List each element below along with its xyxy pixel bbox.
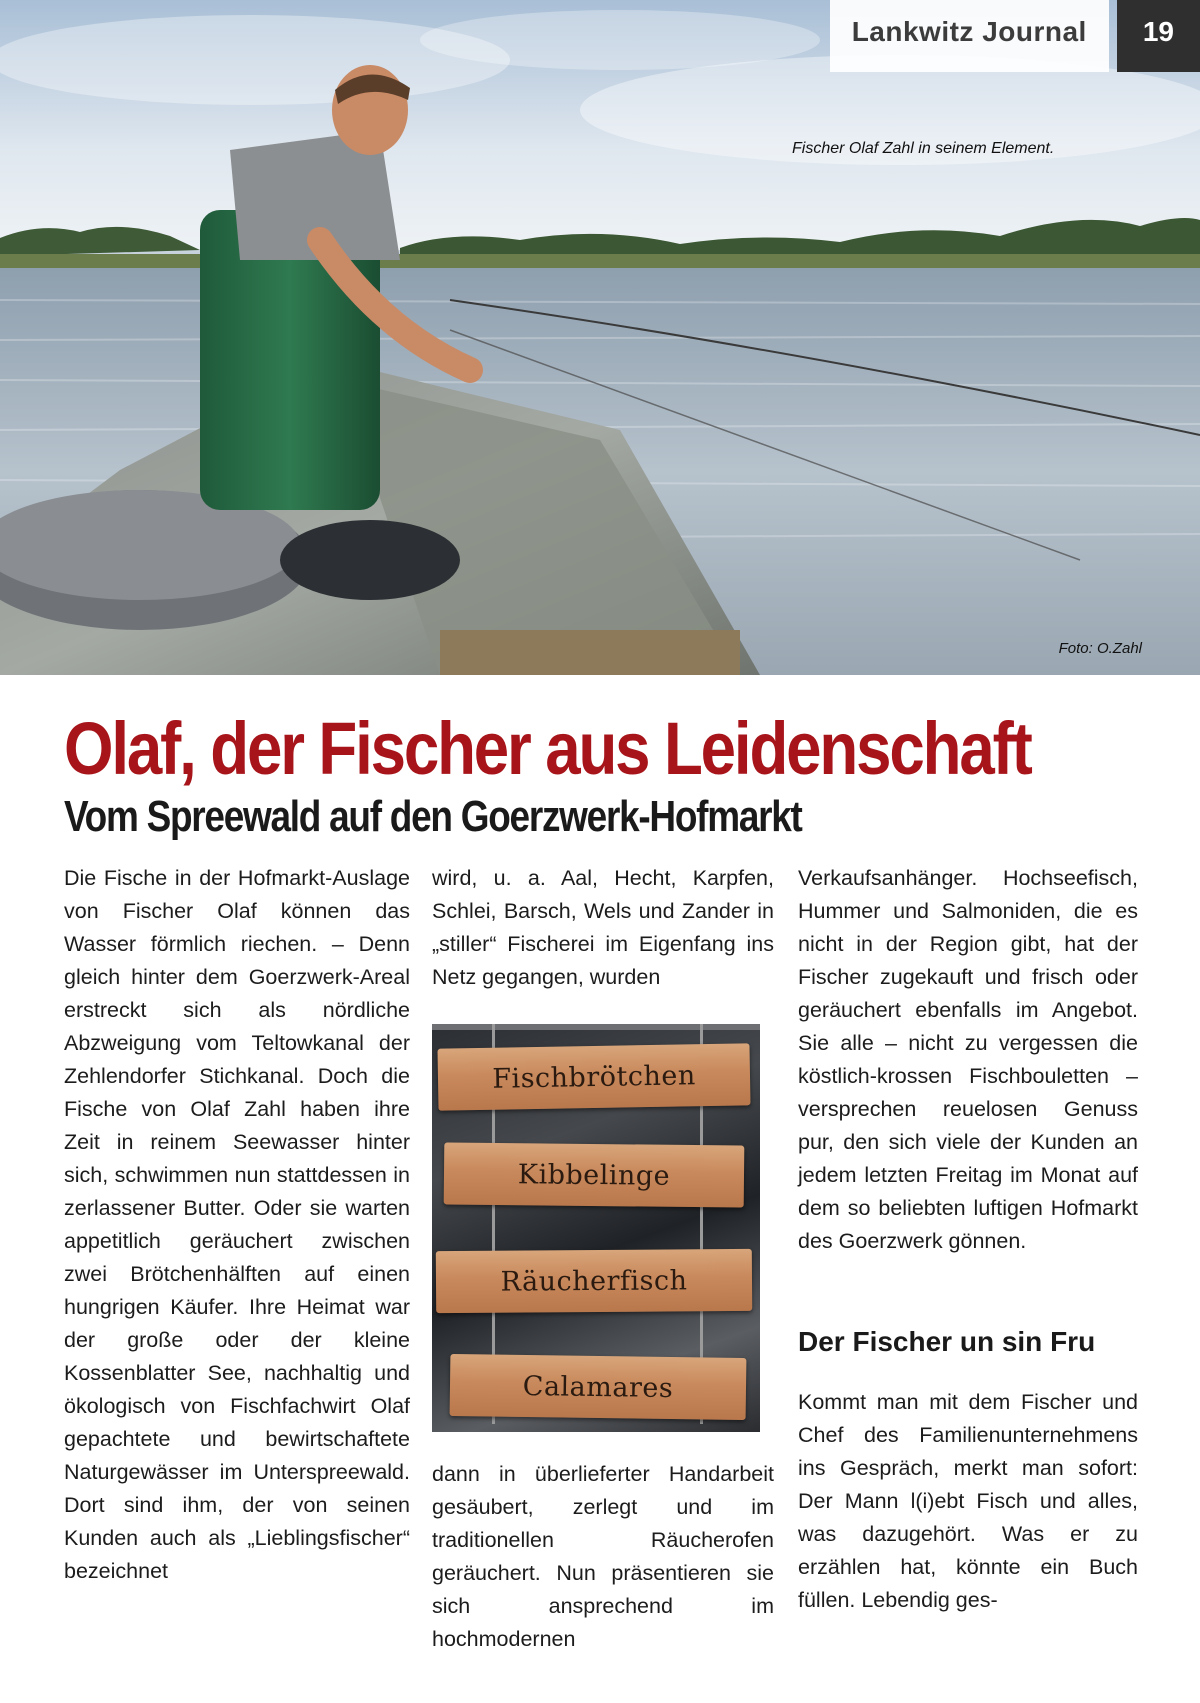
section-heading: Der Fischer un sin Fru bbox=[798, 1326, 1096, 1357]
article-column-3-bottom bbox=[798, 1386, 1138, 1617]
paragraph: wird, u. a. Aal, Hecht, Karpfen, Schlei, Barsch, Wels und Zander in „stiller“ Fischerei im Eigenfang ins Netz gegangen, wurden bbox=[432, 866, 774, 989]
article-subheadline: Vom Spreewald auf den Goerzwerk-Hofmarkt bbox=[64, 792, 802, 841]
article-column-2-top bbox=[432, 862, 774, 994]
article-column-3-top bbox=[798, 862, 1138, 1258]
sign-calamares: Calamares bbox=[450, 1354, 747, 1420]
photo-credit: Foto: O.Zahl bbox=[1058, 640, 1142, 657]
page-header bbox=[830, 0, 1200, 72]
sign-kibbelinge: Kibbelinge bbox=[444, 1142, 745, 1207]
sign-raeucherfisch: Räucherfisch bbox=[436, 1249, 752, 1313]
page-number: 19 bbox=[1117, 0, 1200, 72]
article-column-2-bottom bbox=[432, 1458, 774, 1656]
photo-caption: Fischer Olaf Zahl in seinem Element. bbox=[792, 140, 1055, 157]
signs-photo bbox=[432, 1024, 760, 1432]
article-column-1 bbox=[64, 862, 410, 1588]
paragraph: Die Fische in der Hofmarkt-Auslage von Fischer Olaf können das Wasser förmlich riechen. – Denn gleich hinter dem Goerzwerk-Areal erstreckt sich als nördliche Abzweigung vom Teltowkanal der Zehlendorfer Stichkanal. Doch die Fische von Olaf Zahl haben ihre Zeit in reinem Seewasser hinter sich, schwimmen nun stattdessen in zerlassener Butter. Oder sie warten appetitlich geräuchert zwischen zwei Brötchenhälften auf einen hungrigen Käufer. Ihre Heimat war der große oder der kleine Kossenblatter See, nachhaltig und ökologisch von Fischfachwirt Olaf gepachtete und bewirtschaftete Naturgewässer im Unterspreewald. Dort sind ihm, der von seinen Kunden auch als „Lieblingsfischer“ bezeichnet bbox=[64, 866, 410, 1583]
beam bbox=[432, 1024, 760, 1030]
paragraph: dann in überlieferter Handarbeit gesäubert, zerlegt und im traditionellen Räucherofen geräuchert. Nun präsentieren sie sich ansprechend im hochmodernen bbox=[432, 1462, 774, 1651]
hero-photo bbox=[0, 0, 1200, 675]
sign-fischbroetchen: Fischbrötchen bbox=[437, 1043, 750, 1110]
lake-scene-illustration bbox=[0, 0, 1200, 675]
article-headline: Olaf, der Fischer aus Leidenschaft bbox=[64, 707, 1031, 790]
paragraph: Verkaufsanhänger. Hochseefisch, Hummer und Salmoniden, die es nicht in der Region gibt, hat der Fischer zugekauft und frisch oder geräuchert ebenfalls im Angebot. Sie alle – nicht zu vergessen die köstlich-krossen Fischbouletten – versprechen reuelosen Genuss pur, den sich viele der Kunden an jedem letzten Freitag im Monat auf dem so beliebten luftigen Hofmarkt des Goerzwerk gönnen. bbox=[798, 866, 1138, 1253]
paragraph: Kommt man mit dem Fischer und Chef des Familienunternehmens ins Gespräch, merkt man sofort: Der Mann l(i)ebt Fisch und alles, was dazugehört. Was er zu erzählen hat, könnte ein Buch füllen. Lebendig ges- bbox=[798, 1390, 1138, 1612]
journal-name: Lankwitz Journal bbox=[830, 0, 1109, 72]
